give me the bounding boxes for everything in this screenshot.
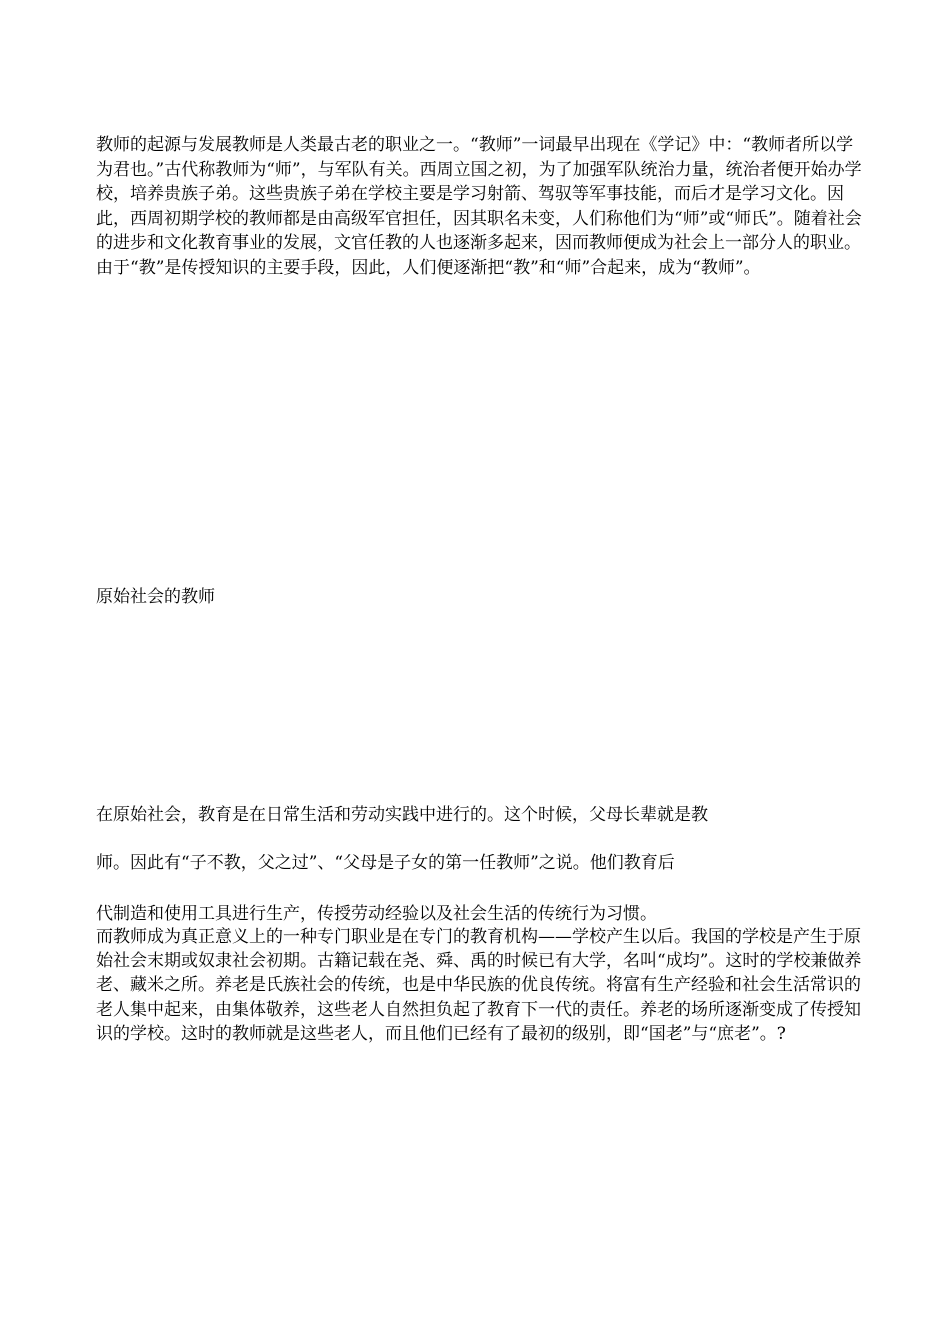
- intro-paragraph: 教师的起源与发展教师是人类最古老的职业之一。“教师”一词最早出现在《学记》中：“教师者所以学为君也。”古代称教师为“师”，与军队有关。西周立国之初，为了加强军队统治力量，统治者便开始办学校，培养贵族子弟。这些贵族子弟在学校主要是学习射箭、驾驭等军事技能，而后才是学习文化。因此，西周初期学校的教师都是由高级军官担任，因其职名未变，人们称他们为“师”或“师氏”。随着社会的进步和文化教育事业的发展，文官任教的人也逐渐多起来，因而教师便成为社会上一部分人的职业。由于“教”是传授知识的主要手段，因此，人们便逐渐把“教”和“师”合起来，成为“教师”。: [96, 135, 862, 278]
- primitive-paragraph-line: 在原始社会，教育是在日常生活和劳动实践中进行的。这个时候，父母长辈就是教: [96, 805, 708, 825]
- section-heading: 原始社会的教师: [96, 587, 215, 607]
- school-origin-paragraph: 而教师成为真正意义上的一种专门职业是在专门的教育机构——学校产生以后。我国的学校是产生于原始社会末期或奴隶社会初期。古籍记载在尧、舜、禹的时候已有大学，名叫“成均”。这时的学校兼做养老、藏米之所。养老是氏族社会的传统，也是中华民族的优良传统。将富有生产经验和社会生活常识的老人集中起来，由集体敬养，这些老人自然担负起了教育下一代的责任。养老的场所逐渐变成了传授知识的学校。这时的教师就是这些老人，而且他们已经有了最初的级别，即“国老”与“庶老”。?: [96, 927, 862, 1044]
- primitive-paragraph-line: 代制造和使用工具进行生产，传授劳动经验以及社会生活的传统行为习惯。: [96, 904, 657, 924]
- primitive-paragraph-line: 师。因此有“子不教，父之过”、“父母是子女的第一任教师”之说。他们教育后: [96, 853, 675, 873]
